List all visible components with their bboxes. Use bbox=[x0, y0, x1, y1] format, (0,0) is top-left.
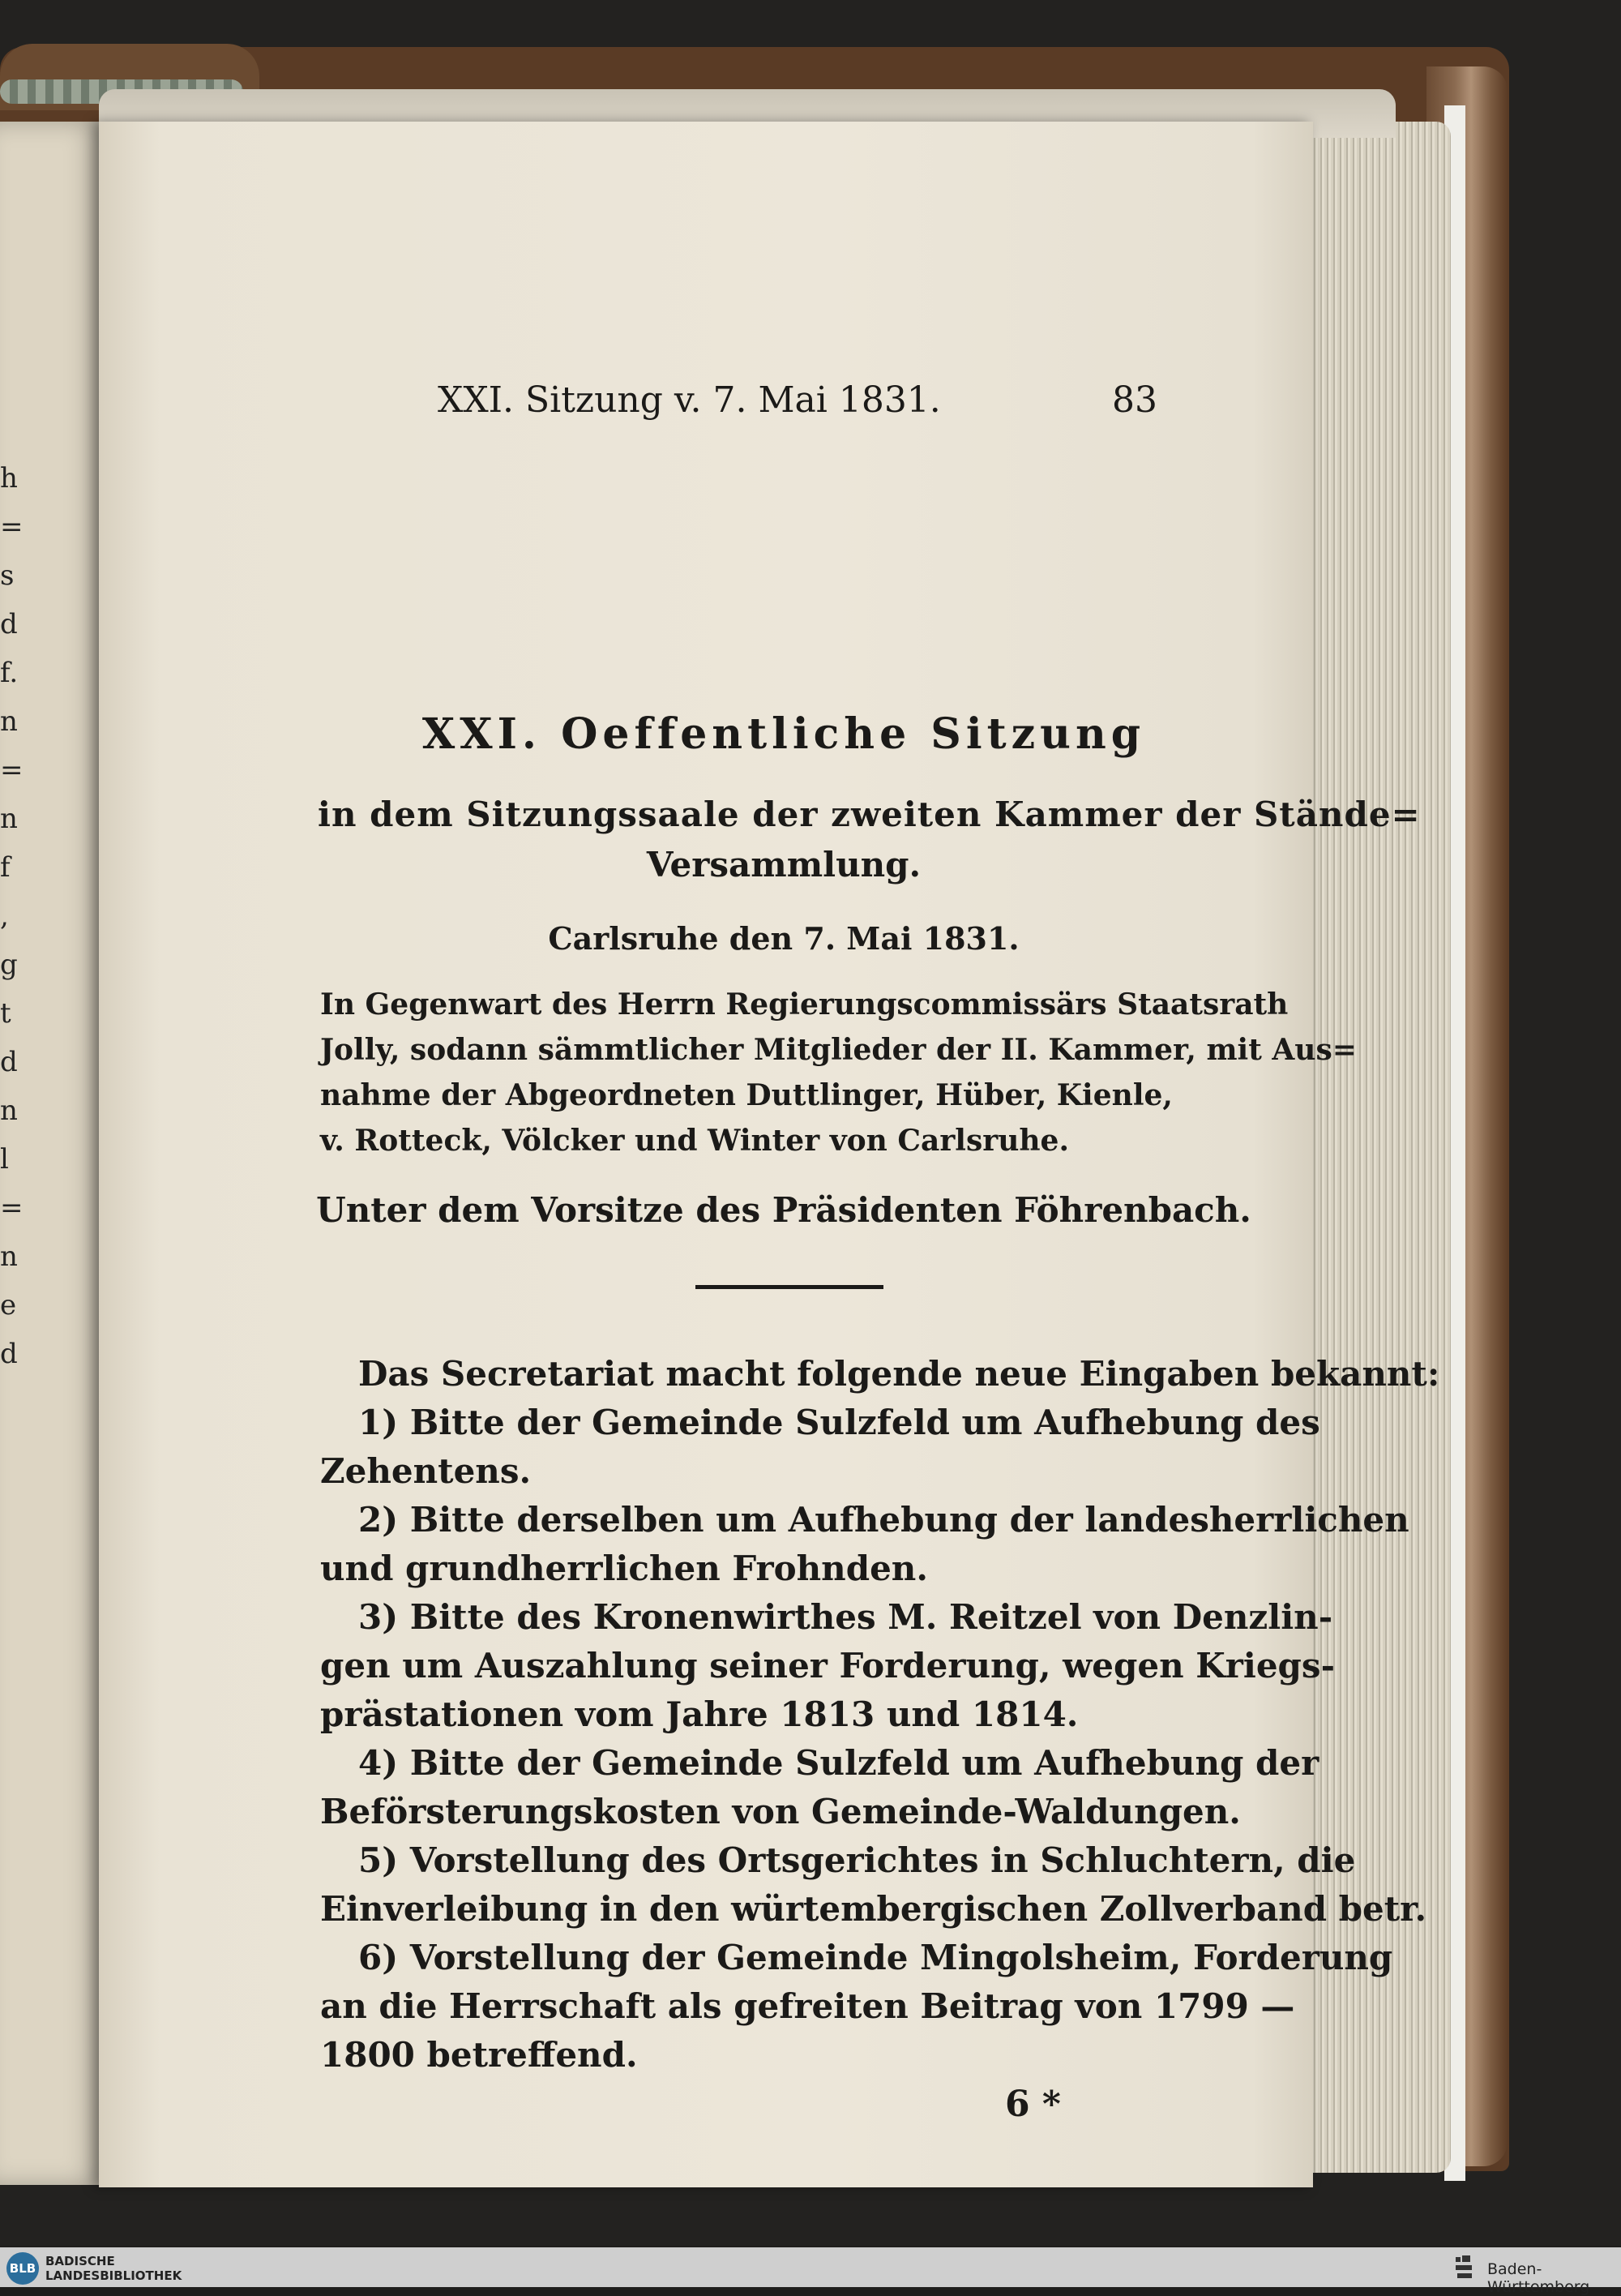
body-line: an die Herrschaft als gefreiten Beitrag von 1799 — bbox=[320, 1986, 1295, 2026]
blb-logo-line2: LANDESBIBLIOTHEK bbox=[45, 2268, 182, 2283]
blb-logo-icon[interactable]: BLB bbox=[6, 2252, 39, 2285]
left-page bbox=[0, 122, 105, 2185]
body-line: Das Secretariat macht folgende neue Eingaben bekannt: bbox=[358, 1354, 1440, 1394]
running-title: XXI. Sitzung v. 7. Mai 1831. bbox=[438, 379, 941, 421]
left-page-fragment: = bbox=[0, 1192, 24, 1224]
left-page-fragment: n bbox=[0, 1240, 18, 1273]
left-page-fragment: d bbox=[0, 608, 18, 640]
blb-logo-line1: BADISCHE bbox=[45, 2254, 115, 2268]
left-page-fragment: s bbox=[0, 559, 15, 592]
left-page-fragment: n bbox=[0, 1094, 18, 1127]
left-page-fragment: f. bbox=[0, 657, 19, 689]
left-page-fragments bbox=[0, 462, 24, 1386]
baden-wuerttemberg-lion-icon bbox=[1451, 2252, 1483, 2285]
page-number: 83 bbox=[1112, 379, 1157, 421]
footer-strip bbox=[0, 2247, 1621, 2287]
body-line: 4) Bitte der Gemeinde Sulzfeld um Aufhebung der bbox=[358, 1743, 1319, 1783]
body-line: 5) Vorstellung des Ortsgerichtes in Schluchtern, die bbox=[358, 1840, 1356, 1880]
body-line: 3) Bitte des Kronenwirthes M. Reitzel von Denzlin- bbox=[358, 1597, 1333, 1637]
left-page-fragment: = bbox=[0, 754, 24, 786]
body-line: Beförsterungskosten von Gemeinde-Waldungen. bbox=[320, 1792, 1241, 1831]
left-page-fragment: n bbox=[0, 705, 18, 738]
left-page-fragment: t bbox=[0, 997, 11, 1030]
left-page-fragment: = bbox=[0, 511, 24, 543]
body-line: 1) Bitte der Gemeinde Sulzfeld um Aufhebung des bbox=[358, 1403, 1320, 1442]
left-page-fragment: e bbox=[0, 1289, 17, 1321]
left-page-fragment: d bbox=[0, 1046, 18, 1078]
body-line: Einverleibung in den würtembergischen Zollverband betr. bbox=[320, 1889, 1427, 1929]
left-page-fragment: f bbox=[0, 851, 11, 884]
presence-line: nahme der Abgeordneten Duttlinger, Hüber, Kienle, bbox=[320, 1078, 1173, 1112]
body-line: 6) Vorstellung der Gemeinde Mingolsheim, Forderung bbox=[358, 1938, 1393, 1977]
body-line: Zehentens. bbox=[320, 1451, 532, 1491]
body-line: 2) Bitte derselben um Aufhebung der landesherrlichen bbox=[358, 1500, 1409, 1540]
session-subtitle-line1: in dem Sitzungssaale der zweiten Kammer der Stände= bbox=[318, 795, 1421, 834]
place-date: Carlsruhe den 7. Mai 1831. bbox=[548, 920, 1020, 957]
body-line: prästationen vom Jahre 1813 und 1814. bbox=[320, 1694, 1079, 1734]
left-page-fragment: h bbox=[0, 462, 18, 495]
signature-mark: 6 * bbox=[1005, 2084, 1061, 2125]
section-divider bbox=[695, 1285, 883, 1289]
presence-line: Jolly, sodann sämmtlicher Mitglieder der II. Kammer, mit Aus= bbox=[320, 1033, 1357, 1067]
right-page bbox=[99, 122, 1440, 2187]
session-subtitle-line2: Versammlung. bbox=[646, 845, 922, 885]
blb-logo-text[interactable] bbox=[45, 2254, 182, 2283]
chair-line: Unter dem Vorsitze des Präsidenten Föhrenbach. bbox=[316, 1190, 1251, 1230]
left-page-fragment: , bbox=[0, 900, 9, 932]
body-line: und grundherrlichen Frohnden. bbox=[320, 1549, 928, 1588]
left-page-fragment: l bbox=[0, 1143, 9, 1176]
left-page-fragment: g bbox=[0, 949, 18, 981]
presence-line: v. Rotteck, Völcker und Winter von Carlsruhe. bbox=[320, 1124, 1069, 1158]
left-page-fragment: d bbox=[0, 1338, 18, 1370]
session-title: XXI. Oeffentliche Sitzung bbox=[421, 709, 1146, 759]
left-page-fragment: n bbox=[0, 803, 18, 835]
body-line: 1800 betreffend. bbox=[320, 2035, 638, 2075]
body-line: gen um Auszahlung seiner Forderung, wegen Kriegs- bbox=[320, 1646, 1336, 1686]
baden-wuerttemberg-text[interactable]: Baden-Württemberg bbox=[1487, 2260, 1590, 2296]
presence-line: In Gegenwart des Herrn Regierungscommissärs Staatsrath bbox=[320, 987, 1289, 1022]
